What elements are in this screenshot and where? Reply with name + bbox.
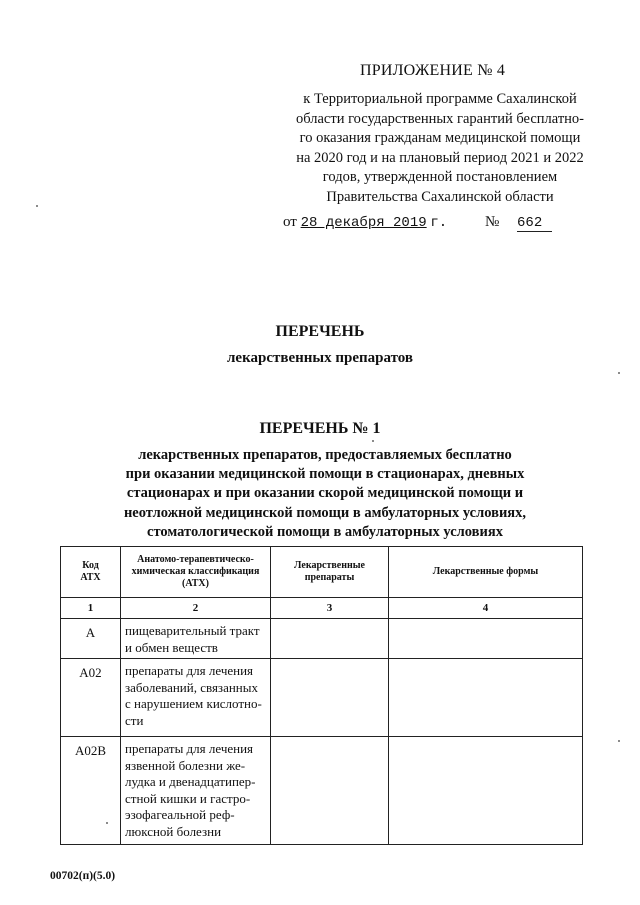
decree-from-label: от — [283, 214, 297, 230]
header-line: химическая классификация — [131, 566, 260, 577]
decree-line — [283, 214, 552, 232]
column-number: 1 — [61, 598, 121, 619]
forms-cell — [389, 659, 583, 737]
atx-code: A02 — [61, 659, 121, 737]
list1-desc-line: стоматологической помощи в амбулаторных условиях — [147, 523, 503, 540]
atx-table — [60, 546, 583, 845]
scan-speck — [372, 440, 374, 442]
table-row — [61, 619, 583, 659]
classification-line: эзофагеальной реф- — [125, 807, 235, 822]
atx-code: A — [61, 619, 121, 659]
drugs-cell — [271, 659, 389, 737]
classification-line: сти — [125, 712, 144, 728]
list-subtitle: лекарственных препаратов — [227, 350, 413, 366]
header-line: препараты — [304, 572, 355, 583]
appendix-heading: ПРИЛОЖЕНИЕ № 4 — [360, 62, 506, 79]
classification-line: люксной болезни — [125, 823, 222, 839]
classification-line: язвенной болезни же- — [125, 757, 246, 773]
column-number: 4 — [389, 598, 583, 619]
forms-cell — [389, 737, 583, 845]
classification-line: препараты для лечения — [125, 663, 254, 678]
atx-classification — [121, 659, 271, 737]
forms-cell — [389, 619, 583, 659]
intro-line: на 2020 год и на плановый период 2021 и 2022 — [296, 149, 584, 166]
header-line: Код — [82, 560, 99, 571]
document-code: 00702(п)(5.0) — [50, 870, 116, 882]
atx-code: A02B — [61, 737, 121, 845]
drugs-cell — [271, 737, 389, 845]
classification-line: лудка и двенадцатипер- — [125, 774, 256, 789]
list1-desc-line: неотложной медицинской помощи в амбулаторных условиях, — [123, 504, 527, 521]
list-title: ПЕРЕЧЕНЬ — [275, 323, 365, 340]
table-row — [61, 659, 583, 737]
decree-year-suffix: г. — [430, 215, 448, 231]
decree-number-label: № — [484, 214, 500, 230]
header-line: Лекарственные — [294, 560, 365, 571]
intro-line: области государственных гарантий бесплатно- — [295, 110, 584, 127]
classification-line: с нарушением кислотно- — [125, 696, 262, 711]
classification-line: препараты для лечения — [125, 741, 254, 756]
decree-number: 662 — [517, 215, 552, 232]
intro-line: го оказания гражданам медицинской помощи — [299, 130, 581, 146]
table-row — [61, 737, 583, 845]
list1-title: ПЕРЕЧЕНЬ № 1 — [259, 420, 381, 437]
col-header-classification — [121, 547, 271, 598]
column-number: 3 — [271, 598, 389, 619]
drugs-cell — [271, 619, 389, 659]
list1-desc-line: лекарственных препаратов, предоставляемых бесплатно — [138, 447, 512, 463]
intro-line: годов, утвержденной постановлением — [322, 169, 558, 185]
scan-speck — [106, 822, 108, 824]
header-line: (АТХ) — [182, 578, 209, 589]
atx-classification — [121, 737, 271, 845]
classification-line: заболеваний, связанных — [125, 679, 258, 695]
col-header-drugs — [271, 547, 389, 598]
column-number: 2 — [121, 598, 271, 619]
list1-desc-line: при оказании медицинской помощи в стационарах, дневных — [125, 466, 525, 483]
classification-line: стной кишки и гастро- — [125, 790, 251, 806]
header-line: Лекарственные формы — [432, 566, 539, 577]
header-line: АТХ — [80, 572, 101, 583]
col-header-code — [61, 547, 121, 598]
scan-speck — [618, 740, 620, 742]
table-header-row — [61, 547, 583, 598]
scan-speck — [618, 372, 620, 374]
classification-line: и обмен веществ — [125, 639, 218, 655]
intro-line: Правительства Сахалинской области — [326, 188, 554, 205]
atx-classification — [121, 619, 271, 659]
appendix-intro — [270, 90, 610, 207]
header-line: Анатомо-терапевтическо- — [137, 554, 254, 565]
col-header-forms — [389, 547, 583, 598]
scan-speck — [36, 205, 38, 207]
list1-desc-line: стационарах и при оказании скорой медицинской помощи и — [126, 485, 524, 502]
decree-date: 28 декабря 2019 — [300, 215, 427, 231]
list1-description — [90, 446, 560, 542]
intro-line: к Территориальной программе Сахалинской — [303, 91, 577, 107]
classification-line: пищеварительный тракт — [125, 623, 260, 638]
column-number-row — [61, 598, 583, 619]
